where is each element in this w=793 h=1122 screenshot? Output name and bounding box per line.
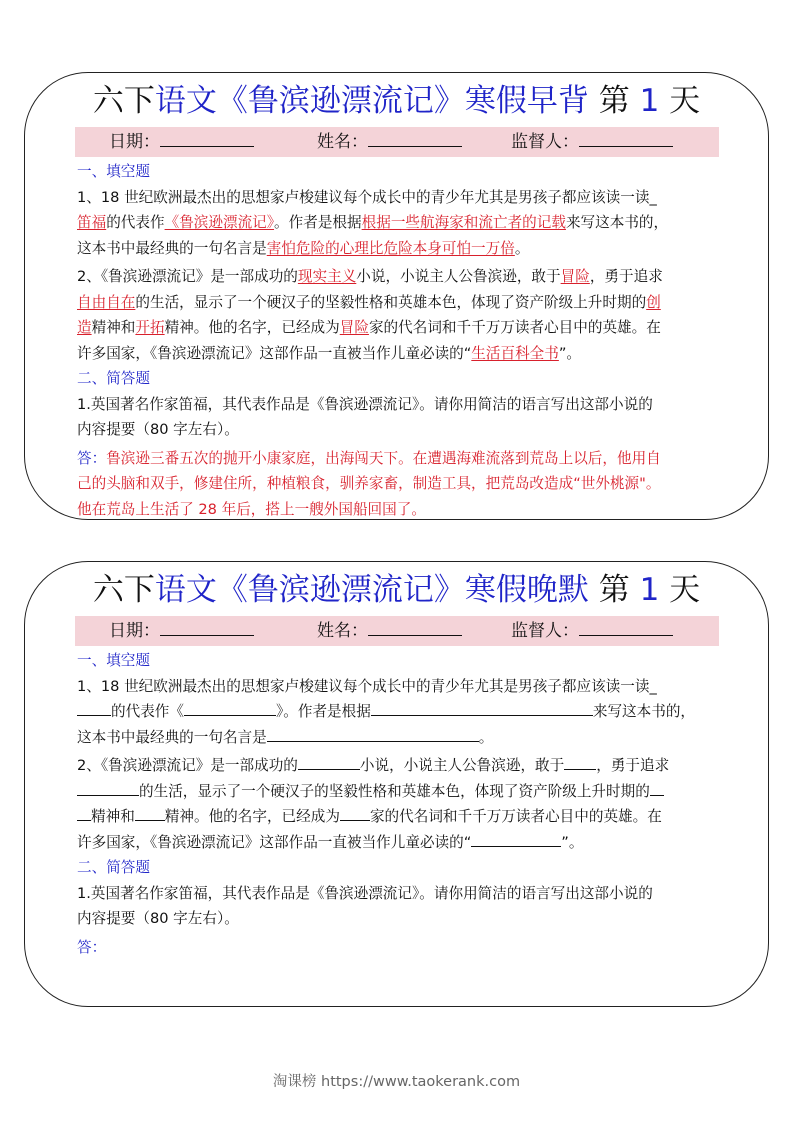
answer-quote: 害怕危险的心理比危险本身可怕一万倍 (266, 239, 515, 257)
section-fill-blank: 一、填空题 (77, 163, 150, 180)
blank-quote[interactable] (267, 725, 479, 742)
q2-line2 (77, 779, 722, 805)
supervisor-field[interactable] (511, 127, 673, 157)
supervisor-blank[interactable] (579, 128, 673, 147)
name-blank[interactable] (368, 128, 462, 147)
title-type: 寒假早背 (464, 83, 589, 119)
title-day-prefix: 第 (598, 572, 630, 608)
date-label: 日期： (109, 132, 160, 152)
q1-line2 (77, 210, 722, 236)
date-blank[interactable] (160, 617, 254, 636)
q2-line1 (77, 753, 722, 779)
section-fill-blank: 一、填空题 (77, 652, 150, 669)
blank-author[interactable] (77, 699, 111, 716)
title-day-number: 1 (639, 572, 660, 608)
supervisor-label: 监督人： (511, 621, 579, 641)
name-label: 姓名： (317, 132, 368, 152)
card-content (77, 648, 722, 960)
title-day-suffix: 天 (669, 572, 701, 608)
title-day-number: 1 (639, 83, 660, 119)
q2-text: 家的代名词和千千万万读者心目中的英雄。在 (369, 808, 662, 825)
answer-book: 《鲁滨逊漂流记》 (164, 214, 275, 231)
q2-text: ，勇于追求 (596, 757, 670, 774)
q2-text: ，勇于追求 (589, 268, 663, 285)
q1-text: 的代表作 (106, 214, 165, 231)
q2-text: 小说，小说主人公鲁滨逊，敢于 (356, 268, 561, 285)
q3-line2: 内容提要（80 字左右）。 (77, 910, 239, 927)
supervisor-field[interactable] (511, 616, 673, 646)
answer-text: 鲁滨逊三番五次的抛开小康家庭，出海闯天下。在遭遇海难流落到荒岛上以后，他用自 (106, 449, 661, 467)
date-label: 日期： (109, 621, 160, 641)
answer-freedom: 自由自在 (77, 293, 136, 311)
footer-watermark: 淘课榜 https://www.taokerank.com (272, 1074, 521, 1090)
answer-label: 答： (77, 938, 107, 956)
q1-text: 1、18 世纪欧洲最杰出的思想家卢梭建议每个成长中的青少年尤其是男孩子都应该读一读 (77, 188, 650, 206)
answer-line1 (77, 446, 722, 472)
date-blank[interactable] (160, 128, 254, 147)
q3-line1: 1.英国著名作家笛福，其代表作品是《鲁滨逊漂流记》。请你用简洁的语言写出这部小说的 (77, 884, 653, 902)
q1-text: 的代表作《 (111, 703, 184, 720)
q2-line4 (77, 830, 722, 856)
q1-text: 这本书中最经典的一句名言是 (77, 239, 267, 257)
q2-text: 精神和 (91, 808, 135, 825)
q1-line3 (77, 236, 722, 262)
q3-line2: 内容提要（80 字左右）。 (77, 421, 239, 438)
title-grade: 六下 (92, 83, 155, 119)
answer-encyclopedia: 生活百科全书 (471, 344, 559, 362)
evening-dictation-card (24, 561, 769, 1007)
title-day-suffix: 天 (669, 83, 701, 119)
q1-text: 。 (514, 239, 530, 257)
q2-text: 2、《鲁滨逊漂流记》是一部成功的 (77, 268, 298, 285)
q1-text: 来写这本书的， (592, 703, 696, 720)
q1-text: 。 (478, 728, 494, 746)
blank-freedom[interactable] (77, 779, 139, 796)
supervisor-label: 监督人： (511, 132, 579, 152)
card-title (25, 79, 768, 123)
q2-text: 2、《鲁滨逊漂流记》是一部成功的 (77, 757, 298, 774)
q2-text: 的生活，显示了一个硬汉子的坚毅性格和英雄本色，体现了资产阶级上升时期的 (135, 293, 647, 311)
q1-line1: 1、18 世纪欧洲最杰出的思想家卢梭建议每个成长中的青少年尤其是男孩子都应该读一读_ (77, 677, 657, 695)
answer-source: 根据一些航海家和流亡者的记载 (361, 214, 566, 231)
name-field[interactable] (317, 616, 462, 646)
q1-text: 这本书中最经典的一句名言是 (77, 728, 267, 746)
answer-line2: 己的头脑和双手，修建住所，种植粮食，驯养家畜，制造工具，把荒岛改造成“世外桃源"。 (77, 475, 661, 492)
q2-text: 家的代名词和千千万万读者心目中的英雄。在 (368, 319, 661, 336)
blank-create-2[interactable] (77, 804, 91, 821)
card-content (77, 159, 722, 522)
q2-text: 小说，小说主人公鲁滨逊，敢于 (359, 757, 565, 774)
card-title (25, 568, 768, 612)
blank-source[interactable] (371, 699, 593, 716)
q1-text: 》。作者是根据 (275, 703, 371, 720)
q1-line3 (77, 725, 722, 751)
answer-genre: 现实主义 (297, 268, 357, 285)
blank-encyclopedia[interactable] (471, 830, 561, 847)
answer-author: 笛福 (77, 214, 107, 231)
q2-line3 (77, 315, 722, 341)
q2-line4 (77, 341, 722, 367)
q1-line2 (77, 699, 722, 725)
title-day-prefix: 第 (598, 83, 630, 119)
blank-pioneer[interactable] (135, 804, 165, 821)
q1-text: 1、18 世纪欧洲最杰出的思想家卢梭建议每个成长中的青少年尤其是男孩子都应该读一读 (77, 677, 650, 695)
title-subject: 语文《鲁滨逊漂流记》 (154, 83, 465, 119)
supervisor-blank[interactable] (579, 617, 673, 636)
name-label: 姓名： (317, 621, 368, 641)
q2-text: ”。 (558, 344, 582, 362)
answer-line1[interactable] (77, 935, 722, 961)
info-bar (75, 127, 719, 157)
q2-text: 的生活，显示了一个硬汉子的坚毅性格和英雄本色，体现了资产阶级上升时期的 (139, 782, 650, 800)
morning-recitation-card (24, 72, 769, 520)
q1-text: 来写这本书的， (565, 214, 669, 231)
q2-text: 许多国家，《鲁滨逊漂流记》这部作品一直被当作儿童必读的“ (77, 344, 472, 362)
blank-adventure[interactable] (564, 753, 596, 770)
q1-text: 。作者是根据 (274, 214, 362, 231)
q2-line1 (77, 264, 722, 290)
q3-line1: 1.英国著名作家笛福，其代表作品是《鲁滨逊漂流记》。请你用简洁的语言写出这部小说的 (77, 395, 653, 413)
q2-line3 (77, 804, 722, 830)
blank-genre[interactable] (298, 753, 360, 770)
blank-book[interactable] (184, 699, 276, 716)
date-field[interactable] (109, 616, 254, 646)
section-short-answer: 二、简答题 (77, 370, 150, 387)
q2-line2 (77, 290, 722, 316)
title-grade: 六下 (92, 572, 155, 608)
q1-line1: 1、18 世纪欧洲最杰出的思想家卢梭建议每个成长中的青少年尤其是男孩子都应该读一读_ (77, 188, 657, 206)
q2-text: 精神和 (91, 319, 136, 336)
answer-adventure: 冒险 (560, 268, 590, 285)
blank-create-1[interactable] (650, 779, 664, 796)
answer-label: 答： (77, 449, 107, 467)
title-subject: 语文《鲁滨逊漂流记》 (154, 572, 465, 608)
answer-create-1: 创 (646, 293, 661, 311)
answer-adventure-2: 冒险 (339, 319, 369, 336)
answer-pioneer: 开拓 (135, 319, 165, 336)
q2-text: 许多国家，《鲁滨逊漂流记》这部作品一直被当作儿童必读的“ (77, 833, 472, 851)
name-blank[interactable] (368, 617, 462, 636)
q2-text: ”。 (561, 833, 584, 851)
q2-text: 精神。他的名字，已经成为 (164, 319, 340, 336)
date-field[interactable] (109, 127, 254, 157)
section-short-answer: 二、简答题 (77, 859, 150, 876)
answer-line3: 他在荒岛上生活了 28 年后，搭上一艘外国船回国了。 (77, 500, 426, 518)
name-field[interactable] (317, 127, 462, 157)
q2-text: 精神。他的名字，已经成为 (164, 808, 340, 825)
blank-adventure-2[interactable] (340, 804, 370, 821)
answer-create-2: 造 (77, 319, 92, 336)
info-bar (75, 616, 719, 646)
title-type: 寒假晚默 (464, 572, 589, 608)
